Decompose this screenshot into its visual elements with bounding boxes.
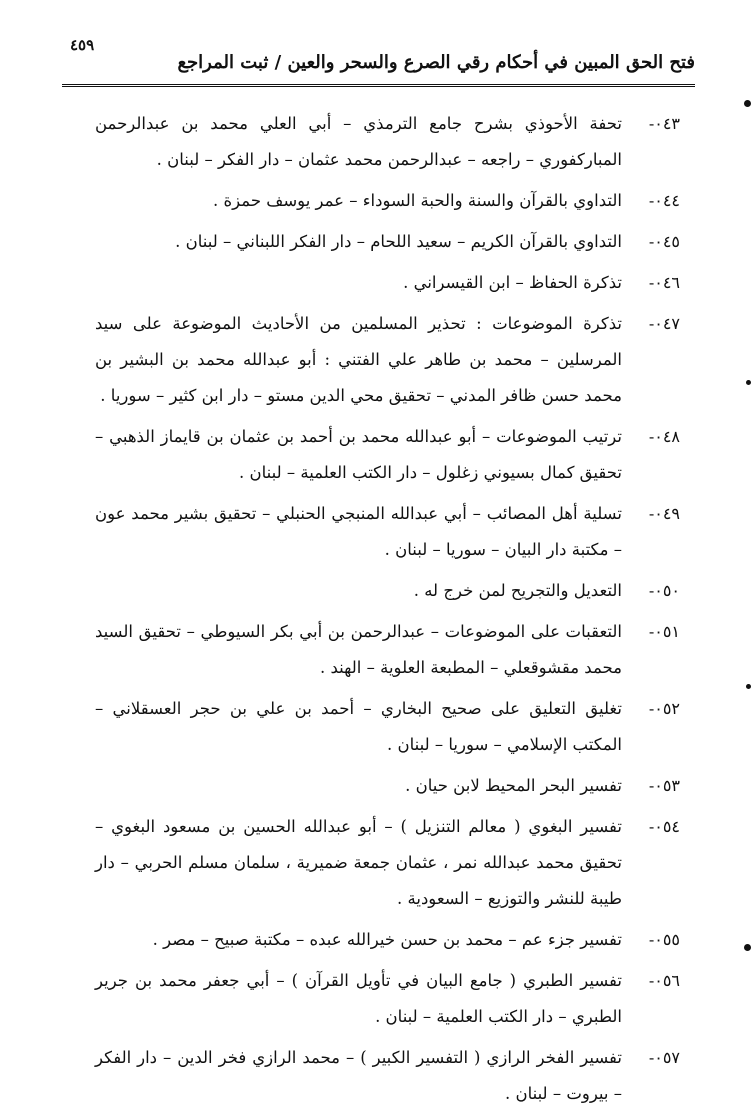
entry-number: ٠٥٠-: [648, 581, 680, 600]
entry-number: ٠٤٦-: [648, 273, 680, 292]
reference-entry: [95, 691, 680, 763]
entry-text: تفسير الفخر الرازي ( التفسير الكبير ) – محمد الرازي فخر الدين – دار الفكر – بيروت – لبنان .: [95, 1048, 622, 1103]
entry-text: تحفة الأحوذي بشرح جامع الترمذي – أبي العلي محمد بن عبدالرحمن المباركفوري – راجعه – عبدالرحمن محمد عثمان – دار الفكر – لبنان .: [95, 114, 622, 169]
entry-text: التعقبات على الموضوعات – عبدالرحمن بن أبي بكر السيوطي – تحقيق السيد محمد مقشوقعلي – المطبعة العلوية – الهند .: [95, 622, 622, 677]
entry-number: ٠٤٥-: [648, 232, 680, 251]
entry-text: التداوي بالقرآن الكريم – سعيد اللحام – دار الفكر اللبناني – لبنان .: [175, 232, 622, 251]
references-list: [95, 106, 680, 1117]
reference-entry: [95, 614, 680, 686]
reference-entry: [95, 809, 680, 917]
reference-entry: [95, 496, 680, 568]
entry-number: ٠٥١-: [648, 622, 680, 641]
entry-text: تفسير الطبري ( جامع البيان في تأويل القرآن ) – أبي جعفر محمد بن جرير الطبري – دار الكتب العلمية – لبنان .: [95, 971, 622, 1026]
page-number: ٤٥٩: [70, 36, 95, 54]
entry-text: تفسير جزء عم – محمد بن حسن خيرالله عبده – مكتبة صبيح – مصر .: [152, 930, 622, 949]
reference-entry: [95, 183, 680, 219]
running-title: فتح الحق المبين في أحكام رقي الصرع والسحر والعين / ثبت المراجع: [177, 52, 695, 73]
page-header: [62, 36, 695, 88]
reference-entry: [95, 768, 680, 804]
header-divider: [62, 84, 695, 87]
reference-entry: [95, 224, 680, 260]
reference-entry: [95, 573, 680, 609]
reference-entry: [95, 106, 680, 178]
reference-entry: [95, 306, 680, 414]
entry-number: ٠٥٣-: [648, 776, 680, 795]
entry-number: ٠٥٧-: [648, 1048, 680, 1067]
margin-mark: [744, 100, 751, 107]
reference-entry: [95, 1040, 680, 1112]
margin-mark: [746, 684, 751, 689]
reference-entry: [95, 922, 680, 958]
entry-number: ٠٥٤-: [648, 817, 680, 836]
entry-text: التعديل والتجريح لمن خرج له .: [413, 581, 622, 600]
entry-number: ٠٥٥-: [648, 930, 680, 949]
entry-text: ترتيب الموضوعات – أبو عبدالله محمد بن أحمد بن عثمان بن قايماز الذهبي – تحقيق كمال بسيوني زغلول – دار الكتب العلمية – لبنان .: [95, 427, 622, 482]
entry-number: ٠٤٨-: [648, 427, 680, 446]
entry-number: ٠٤٣-: [648, 114, 680, 133]
entry-text: تفسير البغوي ( معالم التنزيل ) – أبو عبدالله الحسين بن مسعود البغوي – تحقيق محمد عبدالله نمر ، عثمان جمعة ضميرية ، سلمان مسلم الحربي – دار طيبة للنشر والتوزيع – السعودية .: [95, 817, 622, 908]
reference-entry: [95, 963, 680, 1035]
margin-mark: [744, 944, 751, 951]
entry-text: التداوي بالقرآن والسنة والحبة السوداء – عمر يوسف حمزة .: [213, 191, 622, 210]
entry-text: تسلية أهل المصائب – أبي عبدالله المنبجي الحنبلي – تحقيق بشير محمد عون – مكتبة دار البيان – سوريا – لبنان .: [95, 504, 622, 559]
entry-text: تغليق التعليق على صحيح البخاري – أحمد بن علي بن حجر العسقلاني – المكتب الإسلامي – سوريا – لبنان .: [95, 699, 622, 754]
reference-entry: [95, 419, 680, 491]
entry-number: ٠٤٧-: [648, 314, 680, 333]
entry-text: تفسير البحر المحيط لابن حيان .: [405, 776, 622, 795]
entry-text: تذكرة الموضوعات : تحذير المسلمين من الأحاديث الموضوعة على سيد المرسلين – محمد بن طاهر علي الفتني : أبو عبدالله محمد بن البشير بن محمد حسن ظافر المدني – تحقيق محي الدين مستو – دار ابن كثير – سوريا .: [95, 314, 622, 405]
reference-entry: [95, 265, 680, 301]
margin-mark: [746, 380, 751, 385]
entry-number: ٠٤٤-: [648, 191, 680, 210]
entry-text: تذكرة الحفاظ – ابن القيسراني .: [403, 273, 622, 292]
entry-number: ٠٥٢-: [648, 699, 680, 718]
entry-number: ٠٤٩-: [648, 504, 680, 523]
entry-number: ٠٥٦-: [648, 971, 680, 990]
